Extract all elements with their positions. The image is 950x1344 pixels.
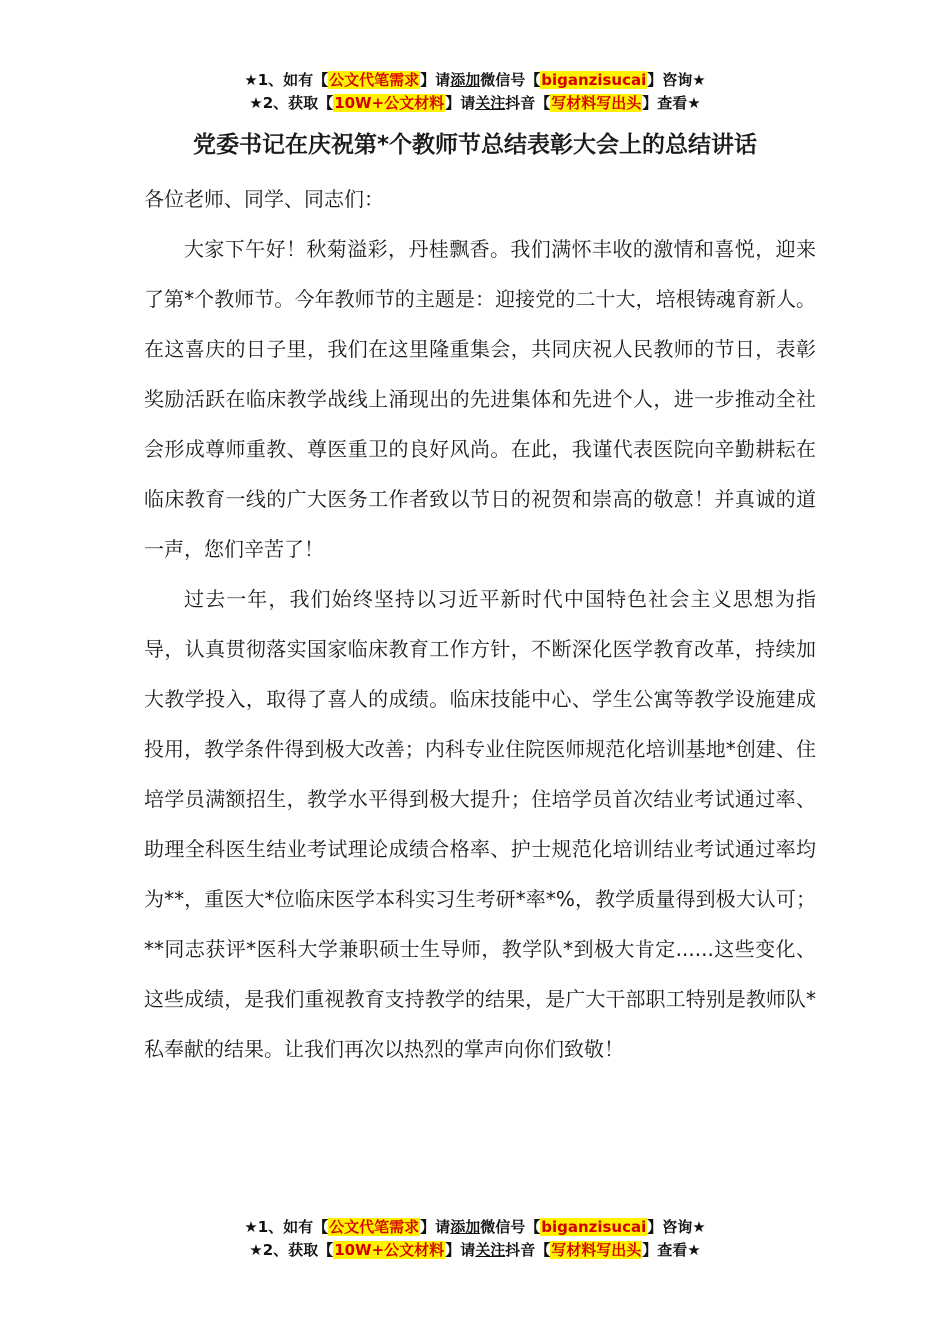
banner-highlight: biganzisucai: [541, 71, 647, 89]
banner-text: 】咨询★: [647, 1218, 706, 1236]
body-paragraph: 大家下午好！秋菊溢彩，丹桂飘香。我们满怀丰收的激情和喜悦，迎来了第*个教师节。今年教师节的主题是：迎接党的二十大，培根铸魂育新人。在这喜庆的日子里，我们在这里隆重集会，共同庆祝人民教师的节日，表彰奖励活跃在临床教学战线上涌现出的先进集体和先进个人，进一步推动全社会形成尊师重教、尊医重卫的良好风尚。在此，我谨代表医院向辛勤耕耘在临床教育一线的广大医务工作者致以节日的祝贺和崇高的敬意！并真诚的道一声，您们辛苦了！: [144, 237, 816, 561]
banner-text: 微信号【: [480, 1218, 541, 1236]
banner-underlined-text: 添加: [450, 1218, 481, 1236]
banner-text: ★2、获取【: [249, 94, 334, 112]
banner-highlight: 10W+公文材料: [334, 94, 445, 112]
banner-text: 】请: [420, 1218, 451, 1236]
banner-line-1: [0, 1216, 950, 1239]
banner-line-1: [0, 69, 950, 92]
banner-highlight: 写材料写出头: [551, 94, 642, 112]
banner-text: 】查看★: [642, 1241, 701, 1259]
document-title: 党委书记在庆祝第*个教师节总结表彰大会上的总结讲话: [192, 132, 758, 158]
banner-highlight: 10W+公文材料: [334, 1241, 445, 1259]
body-paragraph: 过去一年，我们始终坚持以习近平新时代中国特色社会主义思想为指导，认真贯彻落实国家临床教育工作方针，不断深化医学教育改革，持续加大教学投入，取得了喜人的成绩。临床技能中心、学生公寓等教学设施建成投用，教学条件得到极大改善；内科专业住院医师规范化培训基地*创建、住培学员满额招生，教学水平得到极大提升；住培学员首次结业考试通过率、助理全科医生结业考试理论成绩合格率、护士规范化培训结业考试通过率均为**，重医大*位临床医学本科实习生考研*率*%，教学质量得到极大认可；**同志获评*医科大学兼职硕士生导师，教学队*到极大肯定......这些变化、这些成绩，是我们重视教育支持教学的结果，是广大干部职工特别是教师队*私奉献的结果。让我们再次以热烈的掌声向你们致敬！: [144, 587, 816, 1061]
banner-text: 抖音【: [505, 94, 551, 112]
banner-line-2: [0, 1239, 950, 1262]
banner-text: 】请: [445, 1241, 476, 1259]
footer-banner: [0, 1216, 950, 1262]
banner-text: 】咨询★: [647, 71, 706, 89]
salutation: 各位老师、同学、同志们：: [144, 187, 384, 211]
document-body: [144, 174, 816, 1074]
banner-text: ★2、获取【: [249, 1241, 334, 1259]
banner-text: 微信号【: [480, 71, 541, 89]
banner-highlight: 公文代笔需求: [329, 71, 420, 89]
banner-text: 】请: [420, 71, 451, 89]
banner-underlined-text: 添加: [450, 71, 481, 89]
banner-highlight: 写材料写出头: [551, 1241, 642, 1259]
banner-text: 】请: [445, 94, 476, 112]
banner-underlined-text: 关注: [475, 94, 506, 112]
banner-text: ★1、如有【: [244, 71, 329, 89]
banner-underlined-text: 关注: [475, 1241, 506, 1259]
header-banner: [0, 69, 950, 115]
banner-line-2: [0, 92, 950, 115]
banner-highlight: 公文代笔需求: [329, 1218, 420, 1236]
banner-highlight: biganzisucai: [541, 1218, 647, 1236]
banner-text: ★1、如有【: [244, 1218, 329, 1236]
banner-text: 抖音【: [505, 1241, 551, 1259]
banner-text: 】查看★: [642, 94, 701, 112]
